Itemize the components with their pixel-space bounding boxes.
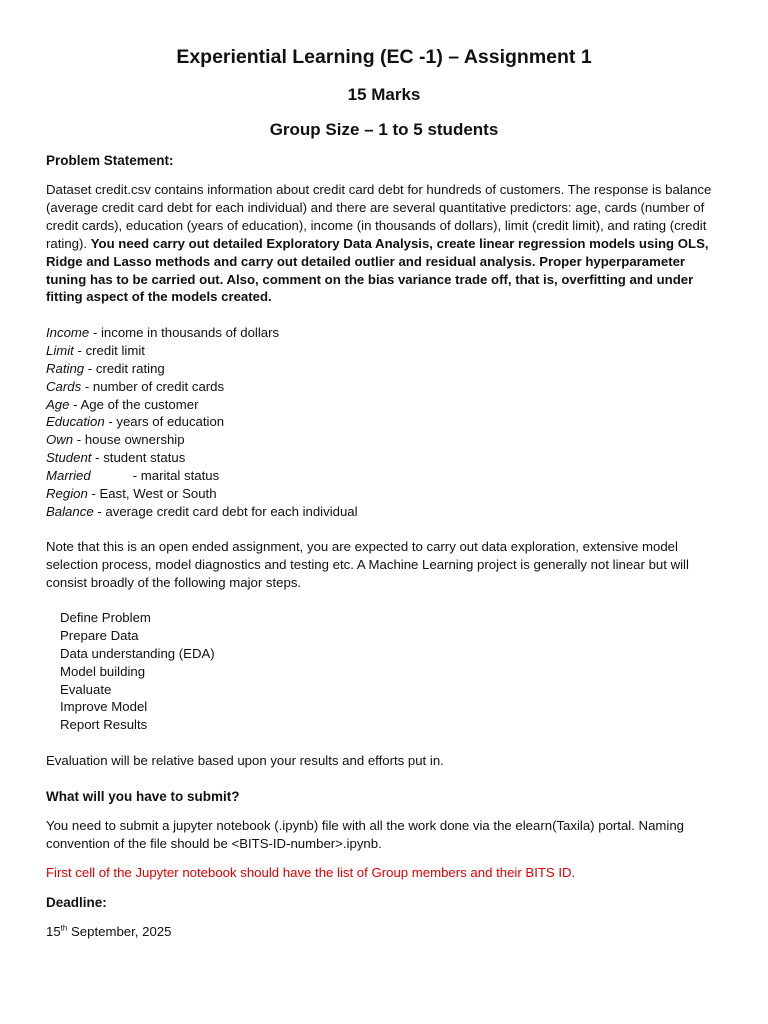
list-item: Data understanding (EDA) (60, 645, 215, 661)
group-size-heading: Group Size – 1 to 5 students (269, 120, 499, 139)
list-item: Cards - number of credit cards (46, 378, 225, 394)
deadline-heading: Deadline: (46, 895, 107, 910)
problem-statement-heading: Problem Statement: (46, 153, 174, 168)
submission-paragraph: You need to submit a jupyter notebook (.ipynb) file with all the work done via the elearn(Taxila) portal. Naming convention of the file should be <BITS-ID-number>.ipynb. (46, 818, 684, 851)
list-item: Define Problem (60, 610, 151, 625)
list-item: Student - student status (46, 450, 186, 466)
list-item: Balance - average credit card debt for each individual (46, 503, 358, 519)
list-item: Improve Model (60, 699, 148, 715)
problem-intro-text: Dataset credit.csv contains information about credit card debt for hundreds of customers. The response is balance (average credit card debt for each individual) and there are several quantitative predictors: age, cards (number of credit cards), education (years of education), income (in thousands of dollars), limit (credit limit), and rating (credit rating). (46, 182, 712, 251)
list-item: Region - East, West or South (46, 486, 217, 502)
group-members-note: First cell of the Jupyter notebook should have the list of Group members and their BITS ID. (46, 865, 576, 880)
marks-heading: 15 Marks (347, 85, 421, 104)
deadline-date: 15th September, 2025 (46, 923, 172, 939)
evaluation-paragraph: Evaluation will be relative based upon your results and efforts put in. (46, 753, 444, 768)
list-item: Income - income in thousands of dollars (46, 325, 280, 340)
list-item: Education - years of education (46, 414, 225, 430)
document-title: Experiential Learning (EC -1) – Assignment 1 (176, 46, 592, 68)
list-item: Married - marital status (46, 468, 220, 484)
submission-heading: What will you have to submit? (46, 789, 240, 804)
list-item: Limit - credit limit (46, 342, 145, 358)
note-paragraph: Note that this is an open ended assignment, you are expected to carry out data exploration, extensive model selection process, model diagnostics and testing etc. A Machine Learning project is generally not linear but will consist broadly of the following major steps. (46, 539, 689, 590)
problem-task-text: You need carry out detailed Exploratory Data Analysis, create linear regression models using OLS, Ridge and Lasso methods and carry out detailed outlier and residual analysis. Proper hyperparameter tuning has to be carried out. Also, comment on the bias variance trade off, that is, overfitting and under fitting aspect of the models created. (46, 235, 709, 305)
list-item: Own - house ownership (46, 432, 185, 448)
list-item: Report Results (60, 717, 148, 733)
list-item: Evaluate (60, 681, 112, 697)
list-item: Model building (60, 663, 146, 679)
list-item: Rating - credit rating (46, 360, 165, 376)
problem-statement-paragraph (46, 181, 722, 306)
project-steps-list (46, 609, 215, 734)
list-item: Prepare Data (60, 627, 139, 643)
variable-definitions (46, 324, 358, 521)
list-item: Age - Age of the customer (46, 396, 199, 412)
